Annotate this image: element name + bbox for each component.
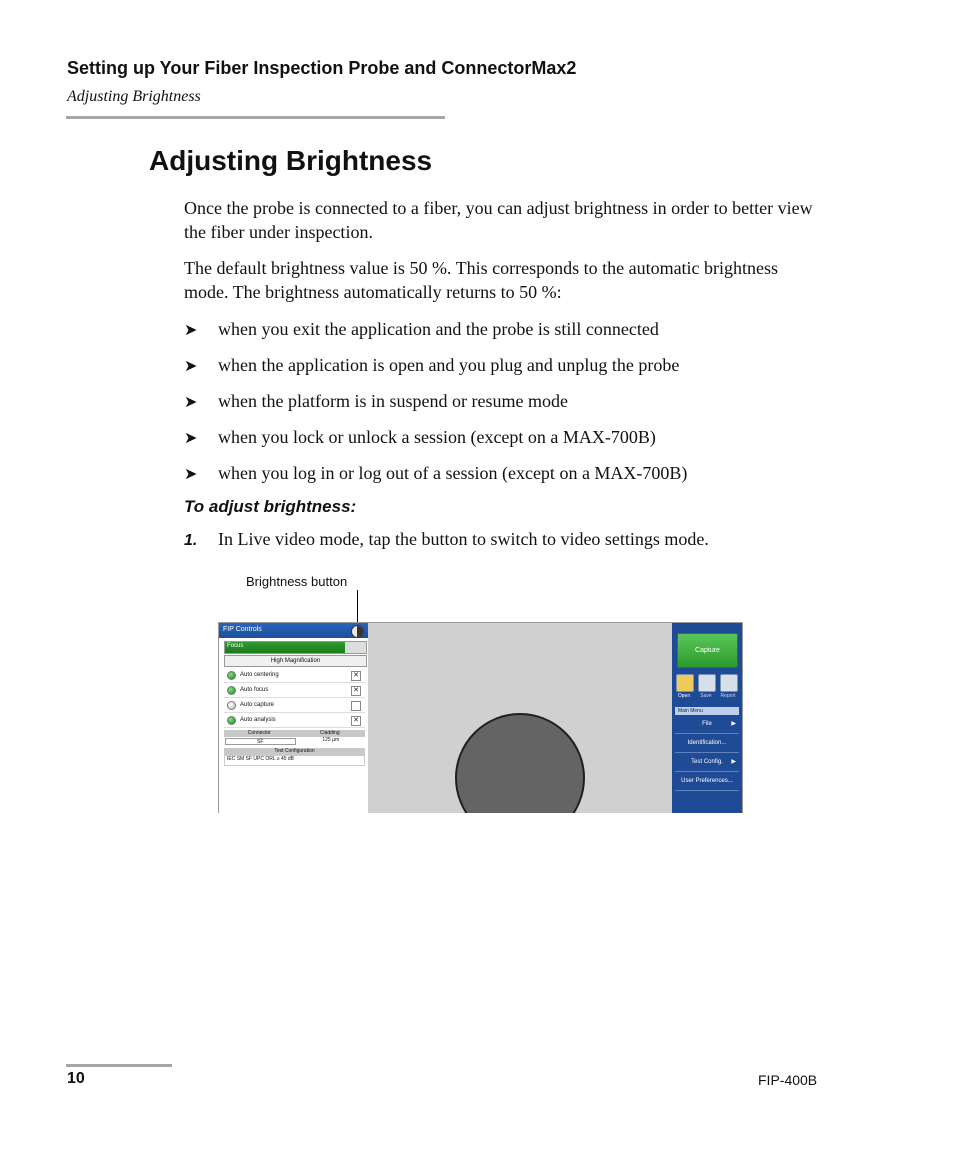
bullet-arrow-icon: ➤: [184, 394, 198, 411]
test-config-value: IEC SM SF UPC ORL ≥ 45 dB: [224, 755, 365, 766]
option-label: Auto capture: [240, 702, 275, 708]
tool-label-open: Open: [677, 693, 691, 699]
option-checkbox[interactable]: ✕: [351, 671, 361, 681]
bullet-item: [184, 317, 659, 343]
focus-label: Focus: [227, 643, 244, 649]
menu-item-test-config[interactable]: [675, 753, 739, 772]
test-config-header: Test Configuration: [224, 748, 365, 755]
menu-item-label: User Preferences...: [681, 778, 733, 784]
open-folder-icon[interactable]: [676, 674, 694, 692]
footer-rule: [66, 1064, 172, 1067]
bullet-text: when the platform is in suspend or resume mode: [218, 391, 568, 411]
bullet-text: when you lock or unlock a session (except on a MAX-700B): [218, 427, 656, 447]
status-dot-icon: [227, 686, 236, 695]
cladding-value: 125 µm: [322, 737, 340, 743]
bullet-item: [184, 425, 656, 451]
page-title: Adjusting Brightness: [149, 145, 433, 176]
tool-label-save: Save: [700, 693, 712, 699]
header-rule: [66, 116, 445, 119]
status-dot-icon: [227, 716, 236, 725]
intro-paragraph: Once the probe is connected to a fiber, you can adjust brightness in order to better view the fiber under inspection.: [184, 198, 813, 242]
fiber-image: [455, 713, 585, 813]
save-disk-icon[interactable]: [698, 674, 716, 692]
bullet-item: [184, 353, 679, 379]
running-header-section: Adjusting Brightness: [67, 88, 201, 105]
connector-value[interactable]: SF: [225, 738, 296, 745]
menu-item-file[interactable]: [675, 715, 739, 734]
bullet-text: when the application is open and you plug and unplug the probe: [218, 355, 680, 375]
fip-controls-title: FIP Controls: [223, 626, 262, 633]
option-checkbox[interactable]: ✕: [351, 716, 361, 726]
main-menu-header: Main Menu: [675, 707, 739, 715]
option-row: [224, 669, 365, 683]
menu-item-label: Identification...: [687, 740, 727, 746]
option-label: Auto analysis: [240, 717, 276, 723]
bullet-arrow-icon: ➤: [184, 466, 198, 483]
brightness-button-icon[interactable]: [351, 625, 364, 638]
step-number: 1.: [184, 532, 198, 549]
option-row: [224, 684, 365, 698]
option-label: Auto centering: [240, 672, 279, 678]
callout-leader-line: [357, 590, 358, 626]
bullet-arrow-icon: ➤: [184, 430, 198, 447]
right-command-panel: [672, 623, 742, 813]
option-label: Auto focus: [240, 687, 269, 693]
bullet-item: [184, 461, 687, 487]
submenu-arrow-icon: ▶: [731, 759, 736, 765]
running-header-chapter: Setting up Your Fiber Inspection Probe and ConnectorMax2: [67, 58, 577, 78]
menu-item-identification[interactable]: [675, 734, 739, 753]
page-number: 10: [67, 1070, 85, 1087]
procedure-title: To adjust brightness:: [184, 497, 357, 516]
bullet-arrow-icon: ➤: [184, 322, 198, 339]
bullet-arrow-icon: ➤: [184, 358, 198, 375]
bullet-text: when you log in or log out of a session (except on a MAX-700B): [218, 463, 688, 483]
fip-controls-panel: [219, 623, 369, 813]
connector-grid: [224, 730, 365, 766]
magnification-button[interactable]: High Magnification: [224, 655, 367, 667]
fip-controls-titlebar: [219, 623, 368, 638]
focus-bar[interactable]: [224, 641, 367, 654]
submenu-arrow-icon: ▶: [731, 721, 736, 727]
application-screenshot: [218, 622, 743, 813]
live-video-view: [368, 623, 672, 813]
grid-header-connector: Connector: [247, 730, 271, 736]
menu-item-label: File: [702, 721, 712, 727]
option-checkbox[interactable]: [351, 701, 361, 711]
default-brightness-paragraph: The default brightness value is 50 %. This corresponds to the automatic brightness mode. The brightness automatically returns to 50 %:: [184, 258, 779, 302]
menu-item-user-preferences[interactable]: [675, 772, 739, 791]
tool-label-report: Report: [720, 693, 736, 699]
bullet-text: when you exit the application and the probe is still connected: [218, 319, 659, 339]
status-dot-icon: [227, 701, 236, 710]
option-row: [224, 714, 365, 728]
procedure-step: [184, 527, 709, 553]
bullet-item: [184, 389, 568, 415]
status-dot-icon: [227, 671, 236, 680]
step-text: In Live video mode, tap the button to switch to video settings mode.: [218, 529, 709, 549]
callout-label: Brightness button: [246, 574, 348, 589]
option-row: [224, 699, 365, 713]
menu-item-label: Test Config.: [691, 759, 723, 765]
report-document-icon[interactable]: [720, 674, 738, 692]
grid-header-cladding: Cladding: [319, 730, 340, 736]
capture-button[interactable]: Capture: [677, 633, 738, 668]
option-checkbox[interactable]: ✕: [351, 686, 361, 696]
document-name: FIP-400B: [758, 1072, 818, 1088]
